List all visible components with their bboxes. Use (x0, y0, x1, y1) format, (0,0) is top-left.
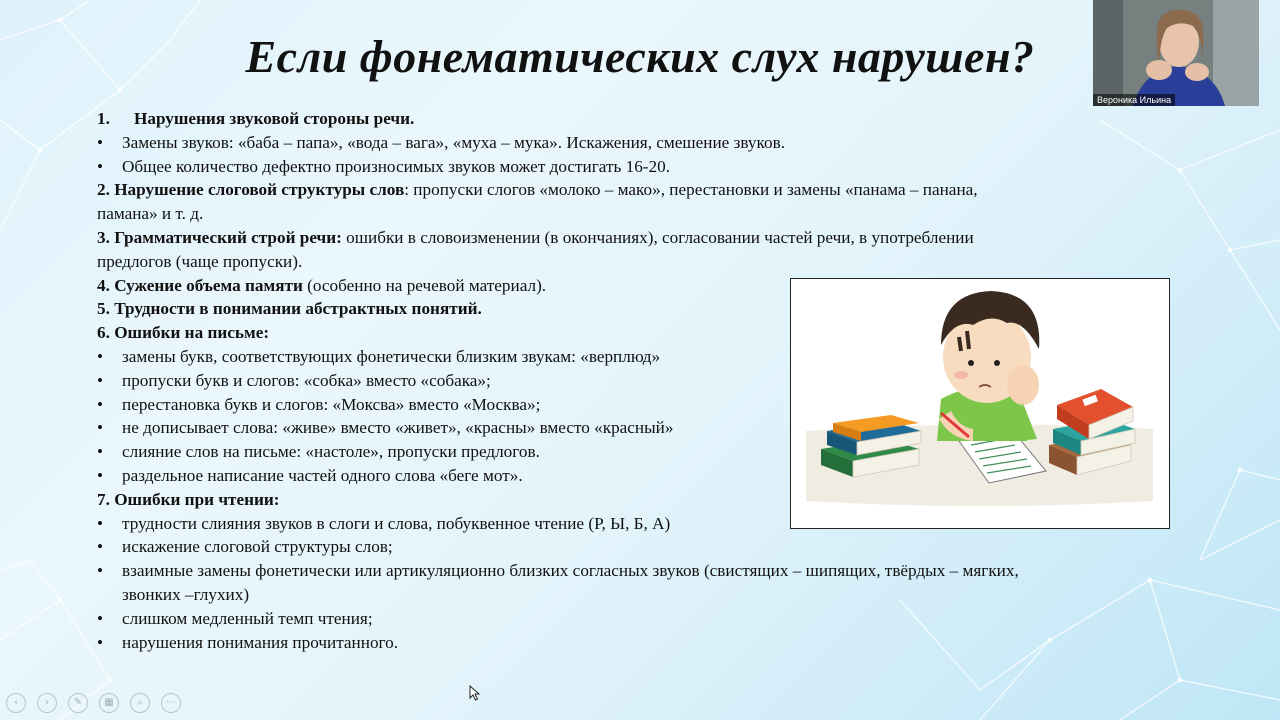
list-item: • взаимные замены фонетически или артикуляционно близких согласных звуков (свистящих – шипящих, твёрдых – мягких, (97, 561, 1019, 581)
list-item: • замены букв, соответствующих фонетически близким звукам: «верплюд» (97, 346, 661, 366)
section-3-continuation: предлогов (чаще пропуски). (97, 251, 303, 271)
left-books (821, 415, 921, 477)
list-item-continuation: звонких –глухих) (122, 584, 250, 604)
next-icon[interactable]: › (37, 693, 57, 713)
section-2: 2. Нарушение слоговой структуры слов: пропуски слогов «молоко – мако», перестановки и замены «панама – панана, (97, 180, 978, 200)
section-3: 3. Грамматический строй речи: ошибки в словоизменении (в окончаниях), согласовании частей речи, в употреблении (97, 227, 974, 247)
more-icon[interactable]: ⋯ (161, 693, 181, 713)
zoom-icon[interactable]: ⌕ (130, 693, 150, 713)
section-2-continuation: памана» и т. д. (97, 204, 204, 224)
boy-homework-image (791, 279, 1168, 527)
section-7-heading: 7. Ошибки при чтении: (97, 489, 280, 509)
list-item: • раздельное написание частей одного слова «беге мот». (97, 465, 523, 485)
slides-icon[interactable]: ▦ (99, 693, 119, 713)
list-item: • перестановка букв и слогов: «Моксва» вместо «Москва»; (97, 394, 541, 414)
list-item: • слишком медленный темп чтения; (97, 608, 373, 628)
webcam-thumbnail[interactable] (1093, 0, 1259, 106)
list-item: • нарушения понимания прочитанного. (97, 632, 399, 652)
webcam-video (1093, 0, 1259, 106)
slide-title: Если фонематических слух нарушен? (245, 31, 1035, 82)
list-item: • Замены звуков: «баба – папа», «вода – вага», «муха – мука». Искажения, смешение звуков. (97, 132, 785, 152)
list-item: • не дописывает слова: «живе» вместо «живет», «красны» вместо «красный» (97, 418, 674, 438)
mouse-cursor-icon (469, 685, 481, 701)
list-item: • Общее количество дефектно произносимых звуков может достигать 16-20. (97, 156, 671, 176)
section-4: 4. Сужение объема памяти (особенно на речевой материал). (97, 275, 547, 295)
right-books (1049, 389, 1135, 475)
pen-icon[interactable]: ✎ (68, 693, 88, 713)
illustration-boy-homework (790, 278, 1170, 529)
participant-name: Вероника Ильина (1093, 94, 1175, 106)
list-item: • искажение слоговой структуры слов; (97, 537, 393, 557)
list-item: • трудности слияния звуков в слоги и слова, побуквенное чтение (Р, Ы, Б, А) (97, 513, 671, 533)
section-1-heading: 1. Нарушения звуковой стороны речи. (97, 109, 415, 128)
list-item: • пропуски букв и слогов: «собка» вместо «собака»; (97, 370, 491, 390)
list-item: • слияние слов на письме: «настоле», пропуски предлогов. (97, 442, 540, 462)
section-6-heading: 6. Ошибки на письме: (97, 323, 270, 343)
section-5: 5. Трудности в понимании абстрактных понятий. (97, 299, 482, 319)
prev-icon[interactable]: ‹ (6, 693, 26, 713)
